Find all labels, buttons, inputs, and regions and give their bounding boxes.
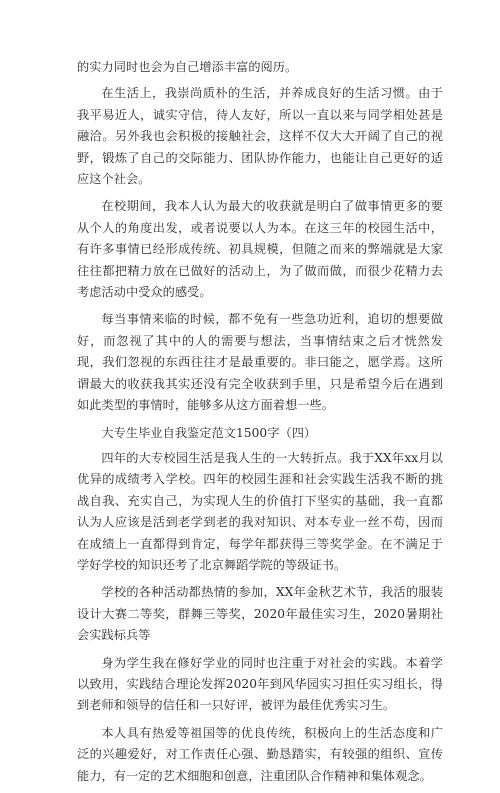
section-heading: 大专生毕业自我鉴定范文1500字（四） [101, 425, 317, 440]
paragraph-life: 在生活上，我崇尚质朴的生活，并养成良好的生活习惯。由于我平易近人，诚实守信，待人友好，所以一直以来与同学相处甚是融洽。另外我也会积极的接触社会，这样不仅大大开阔了自己的视野，锻炼了自己的交际能力、团队协作能力，也能让自己更好的适应这个社会。 [77, 86, 443, 187]
paragraph-activities: 学校的各种活动都热情的参加，XX年金秋艺术节，我活的服装设计大赛二等奖，群舞三等奖，2020年最佳实习生，2020暑期社会实践标兵等 [77, 585, 443, 643]
paragraph-personal-qualities: 本人具有热爱等祖国等的优良传统，积极向上的生活态度和广泛的兴趣爱好，对工作责任心强、勤恳踏实，有较强的组织、宣传能力，有一定的艺术细胞和创意，注重团队合作精神和集体观念。 [77, 725, 443, 783]
paragraph-practice: 身为学生我在修好学业的同时也注重于对社会的实践。本着学以致用，实践结合理论发挥2020年到风华园实习担任实习组长，得到老师和领导的信任和一只好评，被评为最佳优秀实习生。 [77, 655, 443, 713]
document-body [77, 57, 443, 793]
paragraph-continuation: 的实力同时也会为自己增添丰富的阅历。 [77, 60, 298, 74]
paragraph-school-period: 在校期间，我本人认为最大的收获就是明白了做事情更多的要从个人的角度出发，或者说要以人为本。在这三年的校园生活中，有许多事情已经形成传统、初具规模，但随之而来的弊端就是大家往往都把精力放在已做好的活动上，为了做而做，而很少花精力去考虑活动中受众的感受。 [77, 199, 443, 300]
paragraph-reflection: 每当事情来临的时候，都不免有一些急功近利，追切的想要做好，而忽视了其中的人的需要与想法，当事情结束之后才恍然发现，我们忽视的东西往往才是最重要的。非曰能之，愿学焉。这所谓最大的收获我其实还没有完全收获到手里，只是希望今后在遇到如此类型的事情时，能够多从这方面着想一些。 [77, 312, 443, 413]
paragraph-college-life: 四年的大专校园生活是我人生的一大转折点。我于XX年xx月以优异的成绩考入学校。四年的校园生涯和社会实践生活我不断的挑战自我、充实自己，为实现人生的价值打下坚实的基础，我一直都认为人应该是活到老学到老的我对知识、对本专业一丝不苟，因而在成绩上一直都得到肯定，每学年都获得三等奖学金。在不满足于学好学校的知识还考了北京舞蹈学院的等级证书。 [77, 450, 443, 572]
